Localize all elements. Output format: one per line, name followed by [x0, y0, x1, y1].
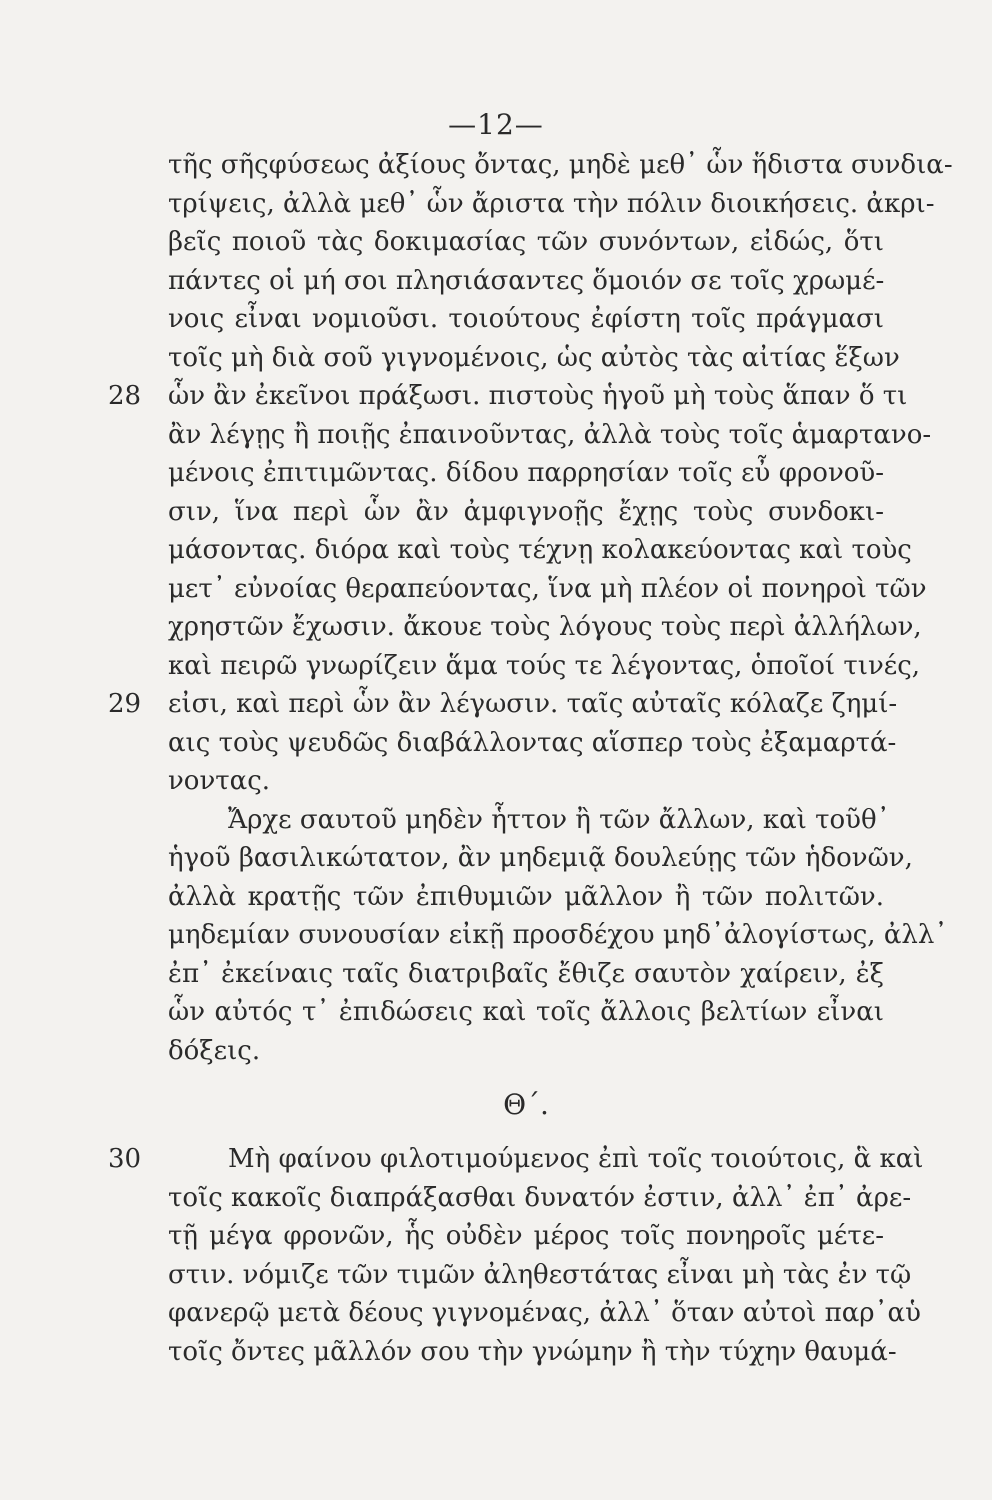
text-line-content: Μὴ φαίνου φιλοτιμούμενος ἐπὶ τοῖς τοιούτοις, ἃ καὶ — [228, 1144, 924, 1174]
text-line: μηδεμίαν συνουσίαν εἰκῇ προσδέχου μηδ᾽ἀλογίστως, ἀλλ᾽ — [168, 920, 948, 950]
text-line-content: εἰσι, καὶ περὶ ὧν ἂν λέγωσιν. ταῖς αὐταῖς κόλαζε ζημί- — [168, 689, 898, 719]
text-line: τοῖς ὄντες μᾶλλόν σου τὴν γνώμην ἢ τὴν τύχην θαυμά- — [168, 1336, 897, 1367]
text-line: τοῖς κακοῖς διαπράξασθαι δυνατόν ἐστιν, ἀλλ᾽ ἐπ᾽ ἀρε- — [168, 1182, 912, 1213]
text-line: βεῖς ποιοῦ τὰς δοκιμασίας τῶν συνόντων, εἰδώς, ὅτι — [168, 227, 884, 257]
text-line-content: ὧν ἂν ἐκεῖνοι πράξωσι. πιστοὺς ἡγοῦ μὴ τοὺς ἅπαν ὅ τι — [168, 381, 908, 411]
text-line — [108, 377, 908, 416]
margin-section-number: 29 — [108, 689, 142, 719]
text-line: τρίψεις, ἀλλὰ μεθ᾽ ὧν ἄριστα τὴν πόλιν διοικήσεις. ἀκρι- — [168, 188, 935, 219]
margin-section-number: 28 — [108, 381, 142, 411]
text-line: μετ᾽ εὐνοίας θεραπεύοντας, ἵνα μὴ πλέον οἱ πονηροὶ τῶν — [168, 573, 927, 604]
text-line: σιν, ἵνα περὶ ὧν ἂν ἀμφιγνοῇς ἔχῃς τοὺς συνδοκι- — [168, 496, 884, 527]
text-line — [108, 685, 898, 724]
body-text — [108, 146, 953, 1371]
text-line: μένοις ἐπιτιμῶντας. δίδου παρρησίαν τοῖς εὖ φρονοῦ- — [168, 458, 884, 488]
text-line: μάσοντας. διόρα καὶ τοὺς τέχνῃ κολακεύοντας καὶ τοὺς — [168, 535, 912, 565]
text-line: ἂν λέγῃς ἢ ποιῇς ἐπαινοῦντας, ἀλλὰ τοὺς τοῖς ἁμαρτανο- — [168, 419, 932, 450]
page-number: —12— — [448, 108, 544, 141]
margin-section-number: 30 — [108, 1144, 142, 1174]
text-line: ἐπ᾽ ἐκείναις ταῖς διατριβαῖς ἔθιζε σαυτὸν χαίρειν, ἐξ — [168, 958, 884, 989]
text-line: αις τοὺς ψευδῶς διαβάλλοντας αἵσπερ τοὺς ἐξαμαρτά- — [168, 727, 897, 758]
text-line: ὧν αὐτός τ᾽ ἐπιδώσεις καὶ τοῖς ἄλλοις βελτίων εἶναι — [168, 997, 884, 1027]
text-line: τῇ μέγα φρονῶν, ἧς οὐδὲν μέρος τοῖς πονηροῖς μέτε- — [168, 1221, 884, 1251]
text-line: τῆς σῆςφύσεως ἀξίους ὄντας, μηδὲ μεθ᾽ ὧν ἥδιστα συνδια- — [168, 150, 953, 180]
text-line: Ἄρχε σαυτοῦ μηδὲν ἧττον ἢ τῶν ἄλλων, καὶ τοῦθ᾽ — [228, 804, 890, 835]
text-line: πάντες οἱ μή σοι πλησιάσαντες ὅμοιόν σε τοῖς χρωμέ- — [168, 265, 885, 296]
text-line: φανερῷ μετὰ δέους γιγνομένας, ἀλλ᾽ ὅταν αὐτοὶ παρ᾽αὑ — [168, 1298, 921, 1328]
text-line: καὶ πειρῶ γνωρίζειν ἅμα τούς τε λέγοντας, ὁποῖοί τινές, — [168, 650, 921, 681]
text-line: ἀλλὰ κρατῇς τῶν ἐπιθυμιῶν μᾶλλον ἢ τῶν πολιτῶν. — [168, 881, 884, 912]
text-line: νοντας. — [168, 766, 271, 796]
text-line: ἡγοῦ βασιλικώτατον, ἂν μηδεμιᾷ δουλεύῃς τῶν ἡδονῶν, — [168, 843, 913, 873]
text-line: στιν. νόμιζε τῶν τιμῶν ἀληθεστάτας εἶναι μὴ τὰς ἐν τῷ — [168, 1259, 912, 1290]
text-line: δόξεις. — [168, 1035, 261, 1066]
section-heading: Θ΄. — [503, 1088, 549, 1121]
text-line: νοις εἶναι νομιοῦσι. τοιούτους ἐφίστη τοῖς πράγμασι — [168, 304, 884, 334]
text-line: τοῖς μὴ διὰ σοῦ γιγνομένοις, ὡς αὐτὸς τὰς αἰτίας ἕξων — [168, 342, 900, 373]
text-line — [108, 1140, 924, 1179]
text-line: χρηστῶν ἔχωσιν. ἄκουε τοὺς λόγους τοὺς περὶ ἀλλήλων, — [168, 612, 922, 642]
